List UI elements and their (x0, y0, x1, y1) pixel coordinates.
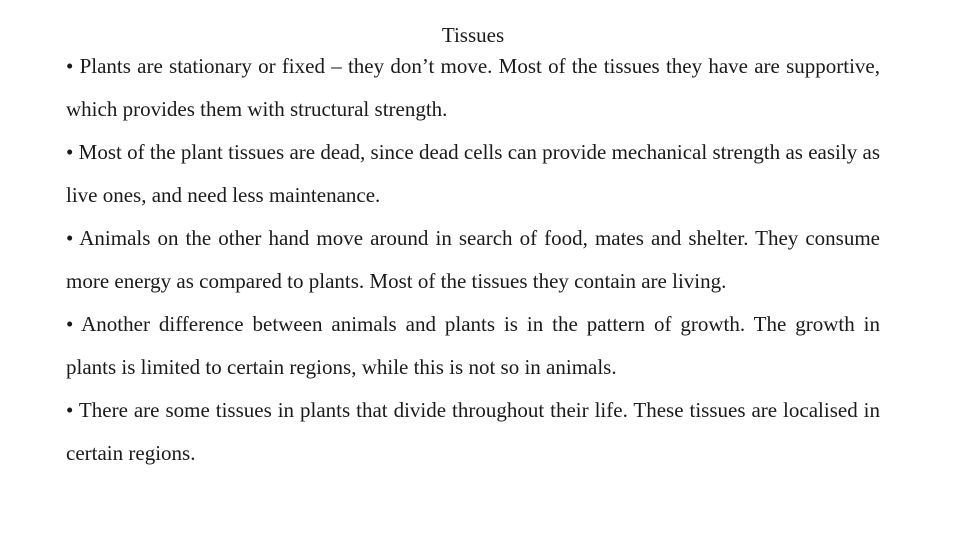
bullet-paragraph-5: • There are some tissues in plants that divide throughout their life. These tissues are localised in certain regions. (66, 398, 880, 465)
bullet-paragraph-2: • Most of the plant tissues are dead, since dead cells can provide mechanical strength as easily as live ones, and need less maintenance. (66, 140, 880, 207)
bullet-paragraph-3: • Animals on the other hand move around in search of food, mates and shelter. They consume more energy as compared to plants. Most of the tissues they contain are living. (66, 226, 880, 293)
bullet-paragraph-1: • Plants are stationary or fixed – they don’t move. Most of the tissues they have are supportive, which provides them with structural strength. (66, 54, 880, 121)
bullet-paragraph-4: • Another difference between animals and plants is in the pattern of growth. The growth in plants is limited to certain regions, while this is not so in animals. (66, 312, 880, 379)
slide-body (66, 45, 880, 475)
slide-title: Tissues (441, 23, 505, 47)
